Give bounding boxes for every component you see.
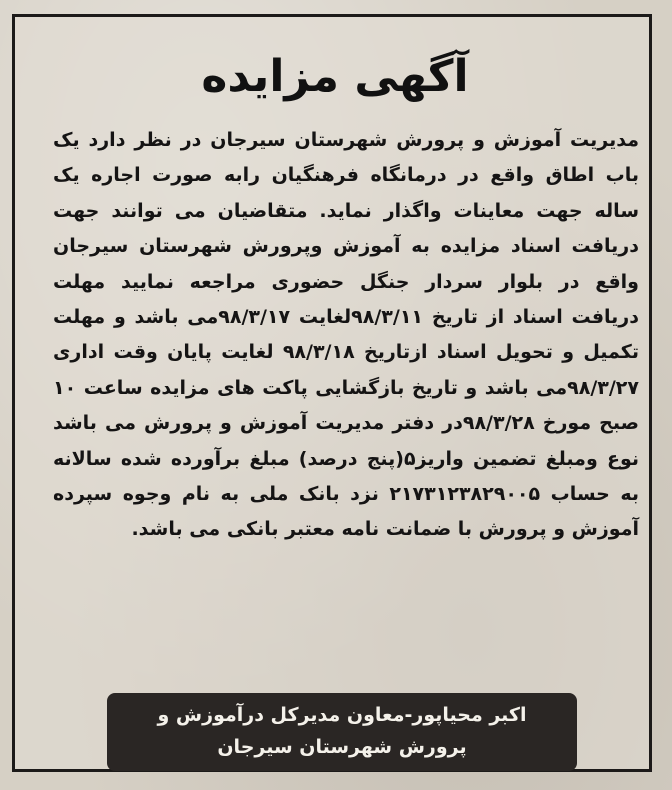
notice-title: آگهی مزایده <box>201 51 469 102</box>
signature-line-1: اکبر محیاپور-معاون مدیرکل درآموزش و <box>157 704 527 726</box>
auction-notice <box>12 14 652 772</box>
signature-box <box>107 693 577 771</box>
notice-body: مدیریت آموزش و پرورش شهرستان سیرجان در نظر دارد یک باب اطاق واقع در درمانگاه فرهنگیان رابه صورت اجاره یک ساله جهت معاینات واگذار نماید. متقاضیان می توانند جهت دریافت اسناد مزایده به آموزش وپرورش شهرستان سیرجان واقع در بلوار سردار جنگل حضوری مراجعه نمایید مهلت دریافت اسناد از تاریخ ۹۸/۳/۱۱لغایت ۹۸/۳/۱۷می باشد و مهلت تکمیل و تحویل اسناد ازتاریخ ۹۸/۳/۱۸ لغایت پایان وقت اداری ۹۸/۳/۲۷می باشد و تاریخ بازگشایی پاکت های مزایده ساعت ۱۰ صبح مورخ ۹۸/۳/۲۸در دفتر مدیریت آموزش و پرورش می باشد نوع ومبلغ تضمین واریز۵(پنج درصد) مبلغ برآورده شده سالانه به حساب ۲۱۷۳۱۲۳۸۲۹۰۰۵ نزد بانک ملی به نام وجوه سپرده آموزش و پرورش با ضمانت نامه معتبر بانکی می باشد. <box>53 129 639 541</box>
signature-line-2: پرورش شهرستان سیرجان <box>217 736 467 758</box>
